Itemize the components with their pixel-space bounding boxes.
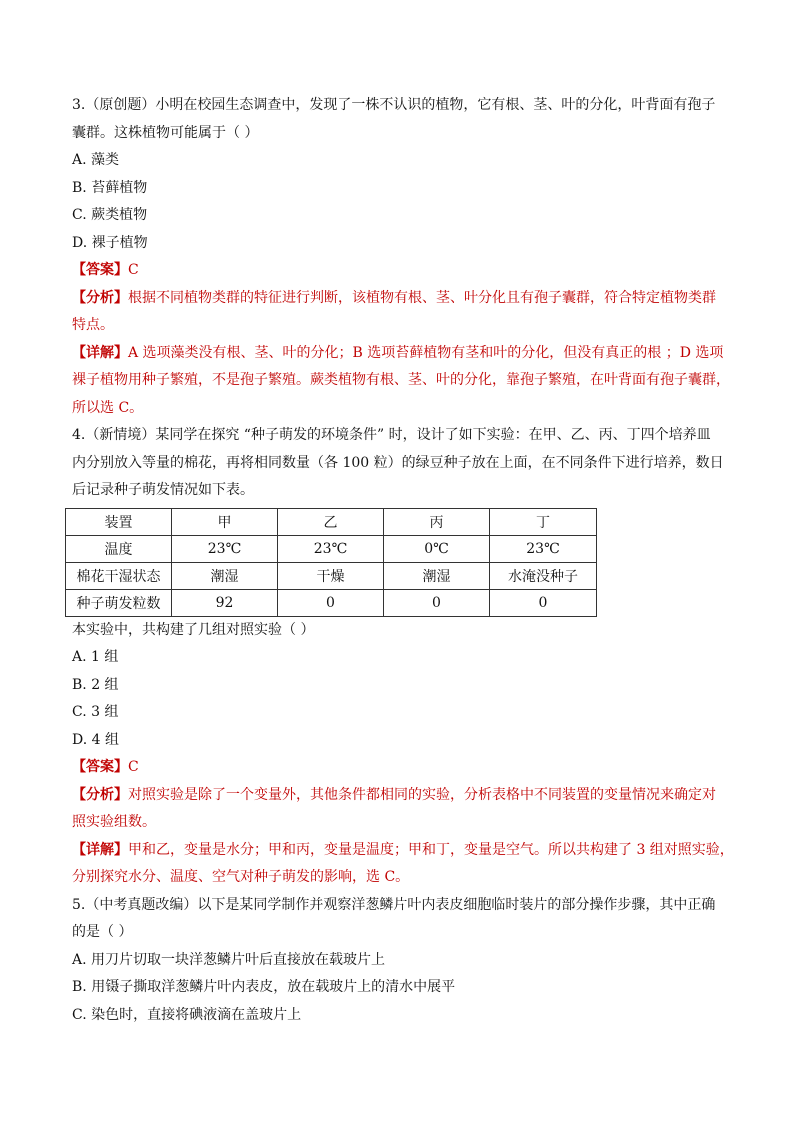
question-5	[72, 892, 732, 1030]
q3-stem-line-2: 囊群。这株植物可能属于（ ）	[72, 124, 259, 141]
q4-option-c: C. 3 组	[72, 704, 119, 720]
table-cell: 温度	[66, 535, 172, 562]
q4-option-a: A. 1 组	[72, 649, 119, 665]
q5-option-a: A. 用刀片切取一块洋葱鳞片叶后直接放在载玻片上	[72, 951, 386, 968]
table-row	[66, 508, 597, 535]
q5-stem-line-1: 5.（中考真题改编）以下是某同学制作并观察洋葱鳞片叶内表皮细胞临时装片的部分操作步骤，其中正确	[72, 896, 716, 913]
table-cell: 92	[172, 589, 278, 616]
table-cell: 种子萌发粒数	[66, 589, 172, 616]
q3-answer	[72, 257, 732, 285]
table-cell: 0	[490, 589, 597, 616]
q3-option-c: C. 蕨类植物	[72, 207, 148, 223]
q4-stem-line-2: 内分别放入等量的棉花，再将相同数量（各 100 粒）的绿豆种子放在上面，在不同条件下进行培养，数日	[72, 454, 724, 471]
table-cell: 23℃	[278, 535, 384, 562]
table-cell: 装置	[66, 508, 172, 535]
analysis-tag: 【分析】	[72, 289, 128, 306]
q3-stem-line-1: 3.（原创题）小明在校园生态调查中，发现了一株不认识的植物，它有根、茎、叶的分化，叶背面有孢子	[72, 97, 716, 113]
q4-option-d: D. 4 组	[72, 731, 119, 748]
answer-value: C	[128, 262, 139, 278]
table-cell: 甲	[172, 508, 278, 535]
answer-value: C	[128, 759, 139, 775]
table-cell: 潮湿	[384, 562, 490, 589]
experiment-table	[65, 508, 597, 617]
table-row	[66, 589, 597, 616]
question-3	[72, 92, 732, 422]
q3-option-a: A. 藻类	[72, 152, 120, 168]
analysis-tag: 【分析】	[72, 786, 128, 803]
exam-page	[72, 92, 732, 1029]
table-row	[66, 562, 597, 589]
q3-analysis-line-2: 特点。	[72, 317, 114, 333]
q4-analysis	[72, 782, 732, 810]
table-cell: 23℃	[172, 535, 278, 562]
analysis-text: 对照实验是除了一个变量外，其他条件都相同的实验，分析表格中不同装置的变量情况来确定对	[128, 786, 716, 803]
q3-detail-line-2: 裸子植物用种子繁殖，不是孢子繁殖。蕨类植物有根、茎、叶的分化，靠孢子繁殖，在叶背面有孢子囊群，	[72, 372, 730, 388]
q3-analysis	[72, 285, 732, 313]
table-cell: 棉花干湿状态	[66, 562, 172, 589]
q3-option-b: B. 苔藓植物	[72, 179, 148, 196]
answer-tag: 【答案】	[72, 262, 128, 278]
q4-detail	[72, 837, 732, 865]
table-cell: 0℃	[384, 535, 490, 562]
q4-option-b: B. 2 组	[72, 676, 119, 693]
detail-tag: 【详解】	[72, 344, 128, 361]
question-4	[72, 422, 732, 892]
q3-detail-line-3: 所以选 C。	[72, 399, 144, 416]
q5-option-c: C. 染色时，直接将碘液滴在盖玻片上	[72, 1006, 302, 1023]
table-cell: 干燥	[278, 562, 384, 589]
detail-text: 甲和乙，变量是水分；甲和丙，变量是温度；甲和丁，变量是空气。所以共构建了 3 组对照实验，	[128, 841, 734, 858]
q4-stem-line-3: 后记录种子萌发情况如下表。	[72, 482, 254, 498]
q4-analysis-line-2: 照实验组数。	[72, 814, 156, 830]
answer-tag: 【答案】	[72, 759, 128, 775]
detail-text: A 选项藻类没有根、茎、叶的分化；B 选项苔藓植物有茎和叶的分化，但没有真正的根 ；D 选项	[128, 344, 724, 361]
q5-option-b: B. 用镊子撕取洋葱鳞片叶内表皮，放在载玻片上的清水中展平	[72, 979, 456, 995]
q3-option-d: D. 裸子植物	[72, 234, 148, 251]
table-cell: 丙	[384, 508, 490, 535]
table-cell: 0	[278, 589, 384, 616]
table-cell: 潮湿	[172, 562, 278, 589]
q4-stem-line-1: 4.（新情境）某同学在探究 “种子萌发的环境条件” 时，设计了如下实验：在甲、乙、丙、丁四个培养皿	[72, 427, 711, 443]
analysis-text: 根据不同植物类群的特征进行判断，该植物有根、茎、叶分化且有孢子囊群，符合特定植物类群	[128, 289, 716, 306]
table-cell: 0	[384, 589, 490, 616]
table-cell: 丁	[490, 508, 597, 535]
q5-stem-line-2: 的是（ ）	[72, 924, 133, 940]
table-row	[66, 535, 597, 562]
detail-tag: 【详解】	[72, 841, 128, 858]
q4-question: 本实验中，共构建了几组对照实验（ ）	[72, 621, 315, 638]
q4-answer	[72, 754, 732, 782]
table-cell: 乙	[278, 508, 384, 535]
q3-detail	[72, 340, 732, 368]
table-cell: 水淹没种子	[490, 562, 597, 589]
q4-detail-line-2: 分别探究水分、温度、空气对种子萌发的影响，选 C。	[72, 869, 410, 885]
table-cell: 23℃	[490, 535, 597, 562]
